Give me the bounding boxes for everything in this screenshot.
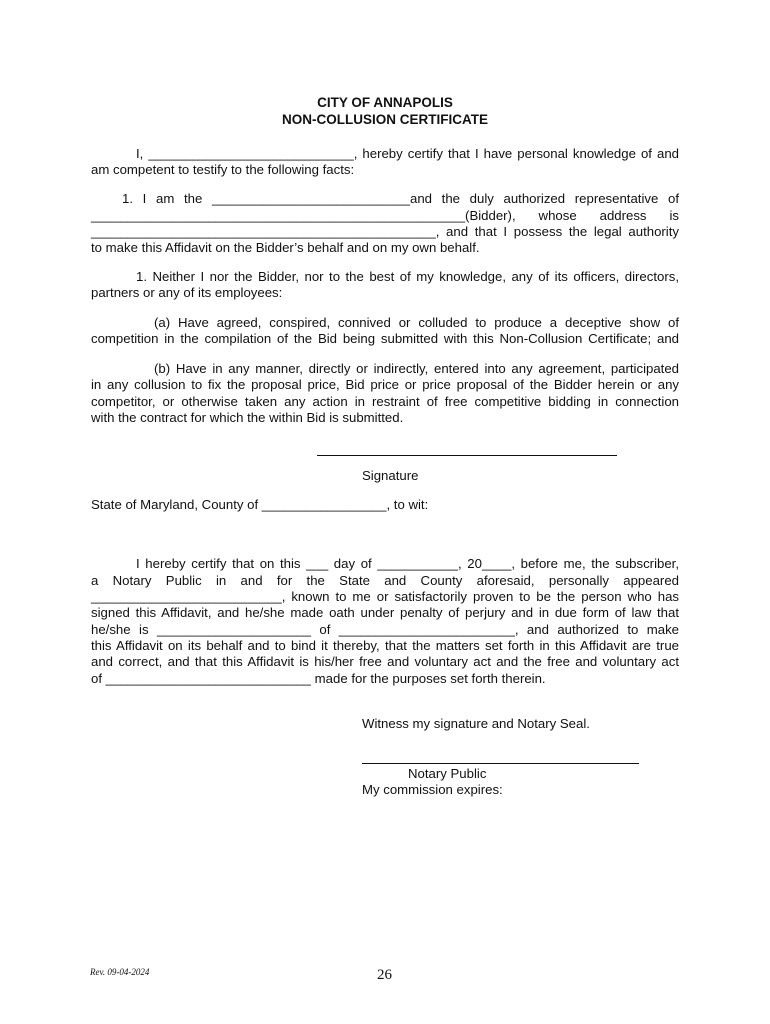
notary-line5: he/she is _____________________ of ________________________, and authorized to make — [91, 622, 679, 637]
witness-line: Witness my signature and Notary Seal. — [362, 716, 590, 731]
para-b-line3: competitor, or otherwise taken any action in restraint of free competitive bidding in connection — [91, 394, 679, 409]
notary-public-label: Notary Public — [408, 766, 487, 781]
notary-line8: of ____________________________ made for the purposes set forth therein. — [91, 671, 546, 686]
notary-line7: and correct, and that this Affidavit is his/her free and voluntary act and the free and voluntary act — [91, 654, 679, 669]
document-title-line1: CITY OF ANNAPOLIS — [317, 95, 453, 110]
para2-line1: 1. Neither I nor the Bidder, nor to the best of my knowledge, any of its officers, directors, — [136, 269, 679, 284]
para-b-line1: (b) Have in any manner, directly or indirectly, entered into any agreement, participated — [154, 361, 679, 376]
notary-line2: a Notary Public in and for the State and County aforesaid, personally appeared — [91, 573, 679, 588]
para-a-line1: (a) Have agreed, conspired, connived or colluded to produce a deceptive show of — [154, 315, 679, 330]
notary-signature-line — [362, 763, 639, 764]
commission-expires-label: My commission expires: — [362, 782, 503, 797]
page-number: 26 — [377, 967, 392, 983]
notary-line6: this Affidavit on its behalf and to bind it thereby, that the matters set forth in this Affidavit are true — [91, 638, 679, 653]
para2-line2: partners or any of its employees: — [91, 285, 283, 300]
notary-line1: I hereby certify that on this ___ day of ___________, 20____, before me, the subscriber, — [136, 556, 679, 571]
para1-line3: _______________________________________________, and that I possess the legal authority — [91, 224, 679, 239]
para-b-line4: with the contract for which the within Bid is submitted. — [91, 410, 404, 425]
intro-line1: I, ____________________________, hereby certify that I have personal knowledge of and — [136, 146, 679, 161]
signature-label: Signature — [362, 468, 419, 483]
notary-line4: signed this Affidavit, and he/she made oath under penalty of perjury and in due form of law that — [91, 605, 679, 620]
para-b-line2: in any collusion to fix the proposal price, Bid price or price proposal of the Bidder herein or any — [91, 377, 679, 392]
intro-line2: am competent to testify to the following facts: — [91, 162, 355, 177]
para1-line4: to make this Affidavit on the Bidder’s behalf and on my own behalf. — [91, 240, 480, 255]
state-county-line: State of Maryland, County of _________________, to wit: — [91, 497, 429, 512]
para1-line2: ___________________________________________________(Bidder), whose address is — [91, 208, 679, 223]
signature-line — [317, 455, 617, 456]
notary-line3: __________________________, known to me or satisfactorily proven to be the person who has — [91, 589, 679, 604]
para-a-line2: competition in the compilation of the Bid being submitted with this Non-Collusion Certificate; and — [91, 331, 679, 346]
para1-line1: 1. I am the ___________________________and the duly authorized representative of — [122, 191, 679, 206]
revision-date: Rev. 09-04-2024 — [90, 967, 150, 977]
document-title-line2: NON-COLLUSION CERTIFICATE — [282, 112, 488, 127]
